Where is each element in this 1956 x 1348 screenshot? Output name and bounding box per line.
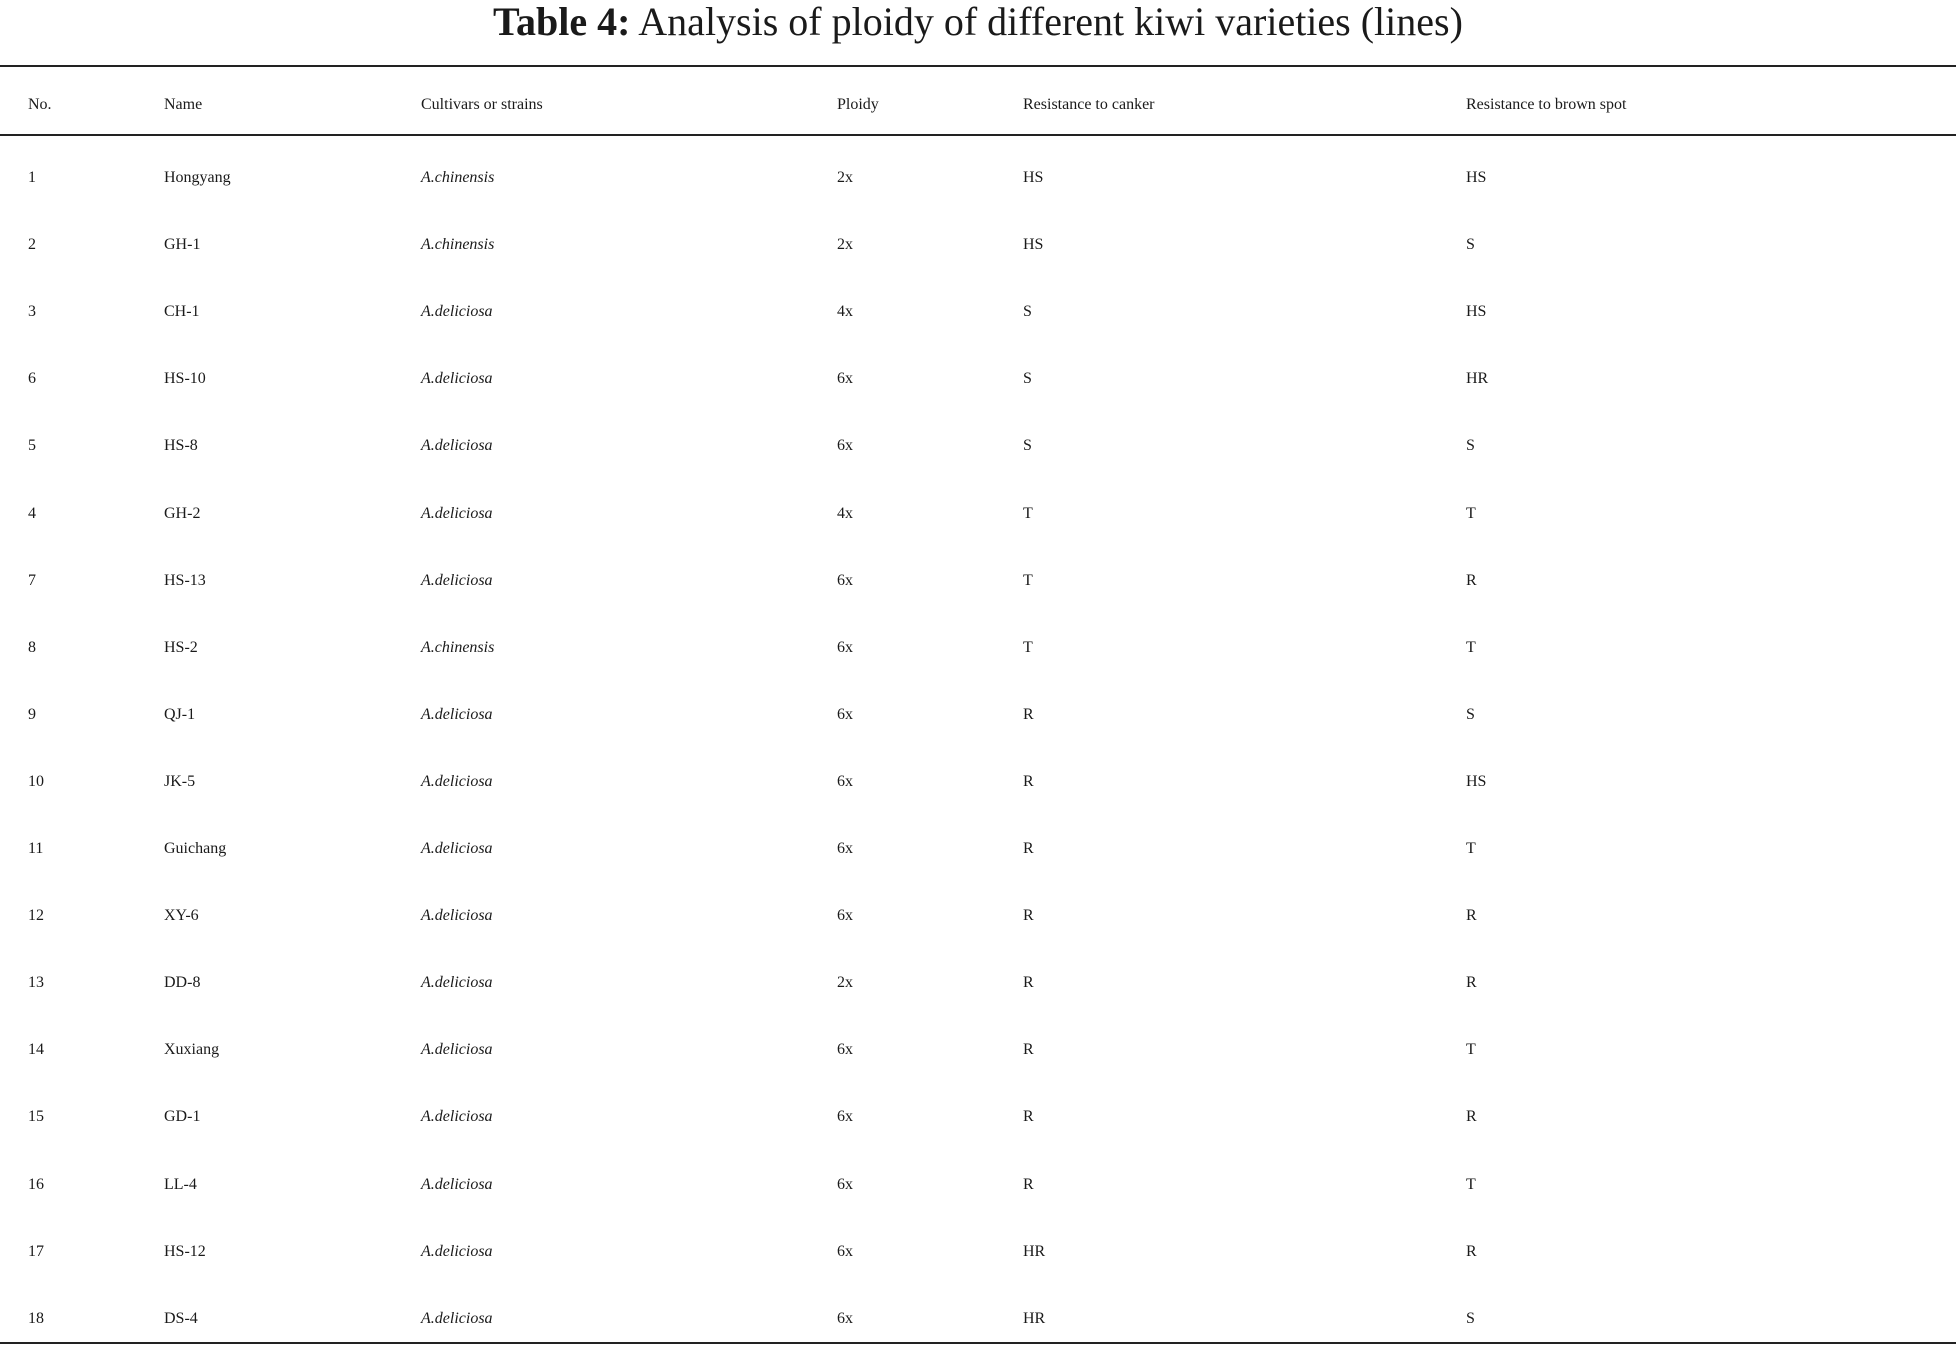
cell-name: GH-1 — [164, 236, 201, 253]
cell-no: 10 — [28, 773, 44, 790]
cell-brown-spot: R — [1466, 572, 1477, 589]
caption-text: Analysis of ploidy of different kiwi varieties (lines) — [638, 0, 1463, 44]
cell-canker: HR — [1023, 1243, 1046, 1260]
cell-brown-spot: T — [1466, 505, 1476, 522]
cell-canker: R — [1023, 974, 1034, 991]
cell-cultivar: A.deliciosa — [421, 505, 493, 522]
cell-name: Guichang — [164, 840, 227, 857]
cell-no: 9 — [28, 706, 36, 723]
cell-ploidy: 6x — [837, 773, 853, 790]
cell-ploidy: 6x — [837, 1243, 853, 1260]
cell-cultivar: A.deliciosa — [421, 1310, 493, 1327]
cell-cultivar: A.deliciosa — [421, 437, 493, 454]
cell-ploidy: 6x — [837, 370, 853, 387]
header-canker: Resistance to canker — [1023, 96, 1155, 113]
cell-no: 4 — [28, 505, 36, 522]
cell-canker: R — [1023, 1108, 1034, 1125]
header-no: No. — [28, 96, 52, 113]
cell-canker: T — [1023, 572, 1033, 589]
cell-canker: S — [1023, 437, 1032, 454]
cell-no: 14 — [28, 1041, 44, 1058]
cell-cultivar: A.deliciosa — [421, 773, 493, 790]
caption-label: Table 4: — [493, 0, 631, 44]
cell-no: 3 — [28, 303, 36, 320]
cell-brown-spot: T — [1466, 639, 1476, 656]
cell-no: 15 — [28, 1108, 44, 1125]
cell-name: LL-4 — [164, 1176, 197, 1193]
cell-cultivar: A.deliciosa — [421, 840, 493, 857]
cell-cultivar: A.chinensis — [421, 639, 495, 656]
cell-no: 7 — [28, 572, 36, 589]
header-rule — [0, 134, 1956, 136]
cell-brown-spot: R — [1466, 907, 1477, 924]
cell-brown-spot: R — [1466, 1243, 1477, 1260]
cell-brown-spot: T — [1466, 1041, 1476, 1058]
cell-brown-spot: S — [1466, 437, 1475, 454]
top-rule — [0, 65, 1956, 67]
cell-brown-spot: T — [1466, 840, 1476, 857]
cell-ploidy: 2x — [837, 236, 853, 253]
cell-canker: T — [1023, 639, 1033, 656]
cell-cultivar: A.deliciosa — [421, 706, 493, 723]
cell-name: GH-2 — [164, 505, 201, 522]
cell-cultivar: A.deliciosa — [421, 1176, 493, 1193]
cell-canker: HS — [1023, 236, 1044, 253]
cell-name: DS-4 — [164, 1310, 198, 1327]
cell-no: 11 — [28, 840, 44, 857]
cell-name: QJ-1 — [164, 706, 196, 723]
cell-ploidy: 6x — [837, 1108, 853, 1125]
cell-name: Hongyang — [164, 169, 231, 186]
cell-brown-spot: S — [1466, 236, 1475, 253]
header-ploidy: Ploidy — [837, 96, 879, 113]
cell-brown-spot: HS — [1466, 303, 1487, 320]
table-caption — [0, 0, 1956, 44]
cell-name: Xuxiang — [164, 1041, 220, 1058]
cell-cultivar: A.deliciosa — [421, 974, 493, 991]
cell-name: XY-6 — [164, 907, 199, 924]
cell-brown-spot: HR — [1466, 370, 1489, 387]
cell-ploidy: 2x — [837, 974, 853, 991]
cell-no: 12 — [28, 907, 44, 924]
cell-canker: R — [1023, 773, 1034, 790]
cell-name: HS-10 — [164, 370, 206, 387]
cell-no: 5 — [28, 437, 36, 454]
cell-brown-spot: S — [1466, 706, 1475, 723]
cell-no: 13 — [28, 974, 44, 991]
cell-cultivar: A.chinensis — [421, 236, 495, 253]
cell-cultivar: A.deliciosa — [421, 370, 493, 387]
cell-canker: R — [1023, 1041, 1034, 1058]
cell-canker: R — [1023, 840, 1034, 857]
cell-no: 1 — [28, 169, 36, 186]
cell-name: HS-2 — [164, 639, 198, 656]
cell-ploidy: 4x — [837, 303, 853, 320]
cell-no: 17 — [28, 1243, 44, 1260]
cell-ploidy: 6x — [837, 1041, 853, 1058]
cell-name: HS-13 — [164, 572, 206, 589]
cell-name: HS-12 — [164, 1243, 206, 1260]
cell-ploidy: 6x — [837, 1310, 853, 1327]
cell-ploidy: 6x — [837, 639, 853, 656]
cell-name: JK-5 — [164, 773, 196, 790]
cell-cultivar: A.deliciosa — [421, 303, 493, 320]
cell-canker: R — [1023, 907, 1034, 924]
cell-no: 18 — [28, 1310, 44, 1327]
cell-no: 6 — [28, 370, 36, 387]
cell-cultivar: A.deliciosa — [421, 1108, 493, 1125]
cell-ploidy: 2x — [837, 169, 853, 186]
cell-no: 16 — [28, 1176, 44, 1193]
cell-ploidy: 6x — [837, 1176, 853, 1193]
cell-canker: T — [1023, 505, 1033, 522]
cell-ploidy: 6x — [837, 706, 853, 723]
cell-canker: S — [1023, 303, 1032, 320]
header-brown-spot: Resistance to brown spot — [1466, 96, 1627, 113]
cell-brown-spot: R — [1466, 1108, 1477, 1125]
cell-brown-spot: R — [1466, 974, 1477, 991]
cell-canker: R — [1023, 706, 1034, 723]
cell-brown-spot: HS — [1466, 773, 1487, 790]
cell-name: HS-8 — [164, 437, 198, 454]
header-cultivar: Cultivars or strains — [421, 96, 543, 113]
bottom-rule — [0, 1342, 1956, 1344]
cell-no: 8 — [28, 639, 36, 656]
cell-canker: S — [1023, 370, 1032, 387]
cell-cultivar: A.chinensis — [421, 169, 495, 186]
cell-canker: R — [1023, 1176, 1034, 1193]
cell-ploidy: 6x — [837, 840, 853, 857]
header-name: Name — [164, 96, 203, 113]
cell-cultivar: A.deliciosa — [421, 1041, 493, 1058]
cell-canker: HR — [1023, 1310, 1046, 1327]
cell-cultivar: A.deliciosa — [421, 907, 493, 924]
cell-canker: HS — [1023, 169, 1044, 186]
cell-brown-spot: S — [1466, 1310, 1475, 1327]
cell-cultivar: A.deliciosa — [421, 572, 493, 589]
cell-brown-spot: T — [1466, 1176, 1476, 1193]
cell-name: CH-1 — [164, 303, 200, 320]
cell-cultivar: A.deliciosa — [421, 1243, 493, 1260]
cell-name: GD-1 — [164, 1108, 201, 1125]
cell-ploidy: 6x — [837, 907, 853, 924]
cell-no: 2 — [28, 236, 36, 253]
cell-ploidy: 4x — [837, 505, 853, 522]
cell-ploidy: 6x — [837, 572, 853, 589]
cell-name: DD-8 — [164, 974, 201, 991]
cell-ploidy: 6x — [837, 437, 853, 454]
cell-brown-spot: HS — [1466, 169, 1487, 186]
